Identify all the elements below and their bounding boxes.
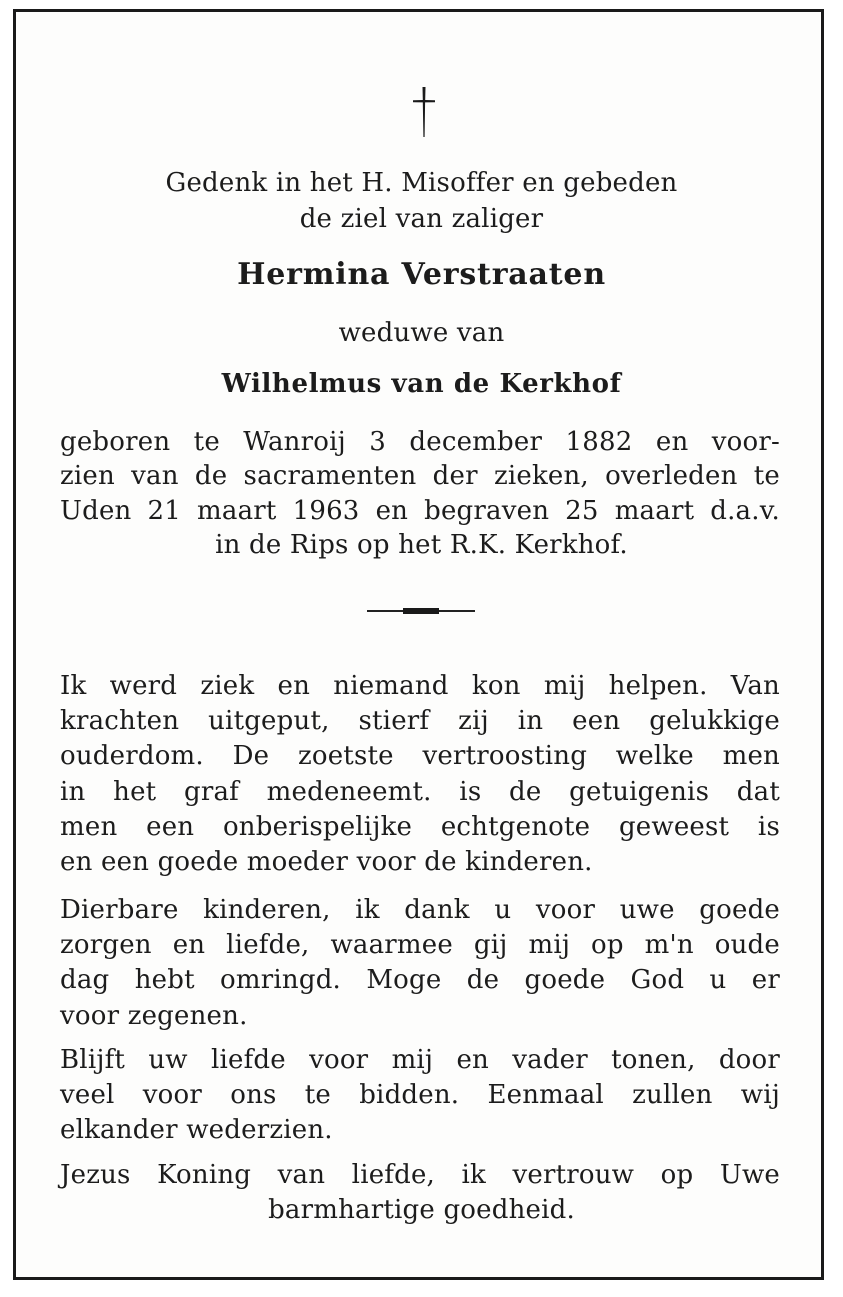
cross-icon <box>411 86 437 138</box>
ornamental-divider <box>367 608 475 614</box>
prayer-intro-line-2: de ziel van zaliger <box>299 204 544 234</box>
spouse-name: Wilhelmus van de Kerkhof <box>221 369 622 399</box>
relation-text: weduwe van <box>338 318 505 348</box>
paragraph-1-line-3: ouderdom. De zoetste vertroosting welke men <box>60 741 780 771</box>
paragraph-1-line-6: en een goede moeder voor de kinderen. <box>60 847 593 877</box>
paragraph-3-line-2: veel voor ons te bidden. Eenmaal zullen wij <box>60 1080 780 1110</box>
paragraph-1-line-5: men een onberispelijke echtgenote geweest is <box>60 812 780 842</box>
paragraph-3-line-1: Blijft uw liefde voor mij en vader tonen, door <box>60 1045 780 1075</box>
paragraph-2-line-1: Dierbare kinderen, ik dank u voor uwe goede <box>60 895 780 925</box>
paragraph-2-line-4: voor zegenen. <box>60 1001 248 1031</box>
closing-prayer-line-2: barmhartige goedheid. <box>268 1195 575 1225</box>
paragraph-1-line-1: Ik werd ziek en niemand kon mij helpen. Van <box>60 671 780 701</box>
paragraph-2-line-3: dag hebt omringd. Moge de goede God u er <box>60 965 780 995</box>
paragraph-2-line-2: zorgen en liefde, waarmee gij mij op m'n oude <box>60 930 780 960</box>
paragraph-3-line-3: elkander wederzien. <box>60 1115 333 1145</box>
paragraph-1-line-4: in het graf medeneemt. is de getuigenis dat <box>60 777 780 807</box>
biography-line-1: geboren te Wanroij 3 december 1882 en voor- <box>60 427 780 457</box>
paragraph-1-line-2: krachten uitgeput, stierf zij in een gelukkige <box>60 706 780 736</box>
deceased-name: Hermina Verstraaten <box>237 257 606 292</box>
biography-line-2: zien van de sacramenten der zieken, overleden te <box>60 461 780 491</box>
biography-line-4: in de Rips op het R.K. Kerkhof. <box>215 530 628 560</box>
closing-prayer-line-1: Jezus Koning van liefde, ik vertrouw op Uwe <box>60 1160 780 1190</box>
prayer-intro-line-1: Gedenk in het H. Misoffer en gebeden <box>165 168 678 198</box>
biography-line-3: Uden 21 maart 1963 en begraven 25 maart d.a.v. <box>60 496 780 526</box>
